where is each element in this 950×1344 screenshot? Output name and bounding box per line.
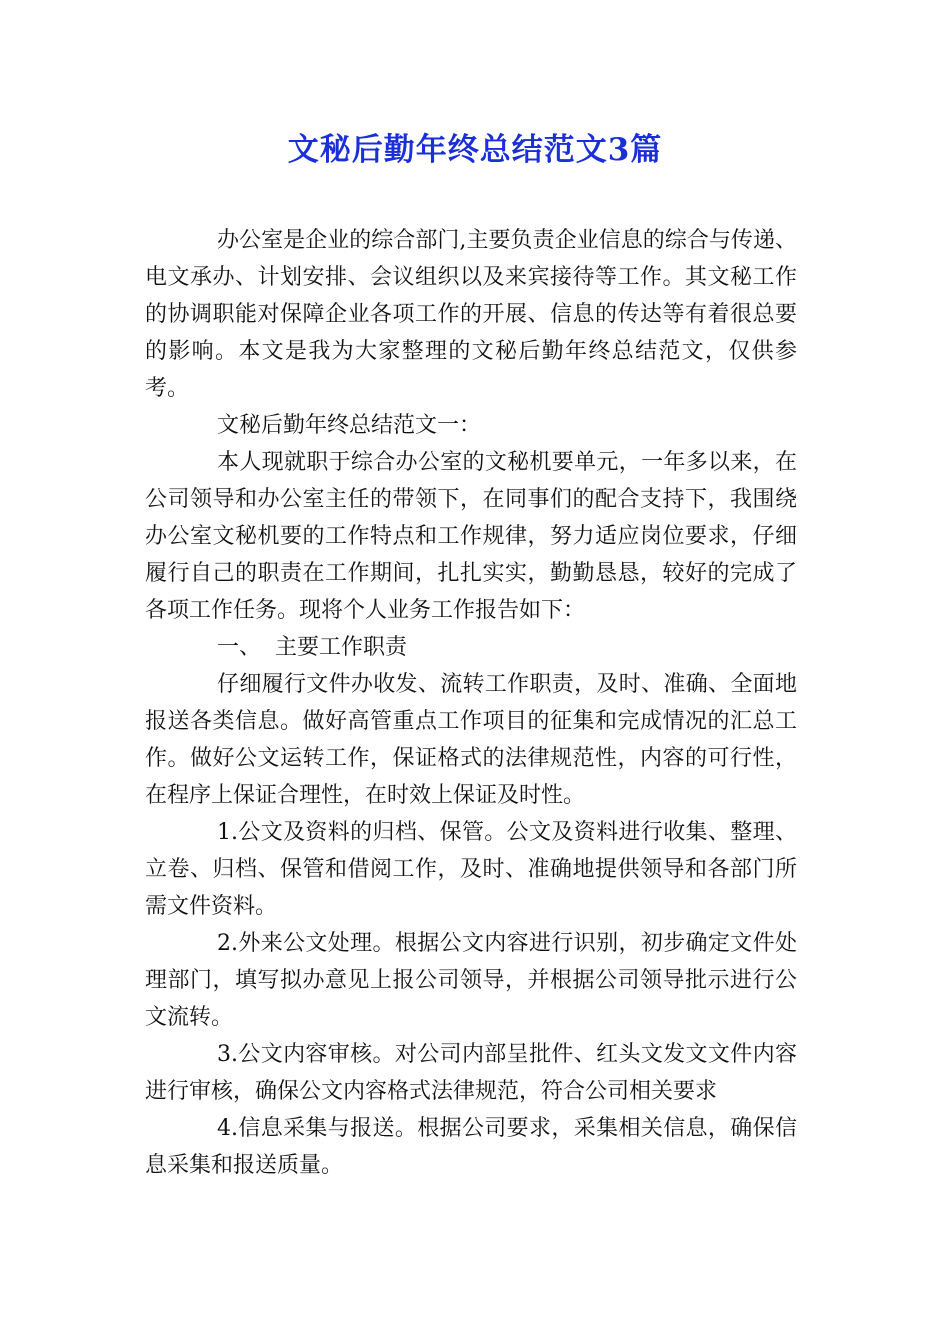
section-heading-text: 主要工作职责 (275, 635, 408, 660)
duty-item-2: 2.外来公文处理。根据公文内容进行识别，初步确定文件处理部门，填写拟办意见上报公司领导，并根据公司领导批示进行公文流转。 (145, 931, 797, 1030)
document-body (145, 222, 797, 1184)
subtitle-paragraph: 文秘后勤年终总结范文一： (217, 413, 482, 438)
duty-item-3: 3.公文内容审核。对公司内部呈批件、红头文发文文件内容进行审核，确保公文内容格式法律规范，符合公司相关要求 (145, 1042, 797, 1104)
opening-paragraph: 本人现就职于综合办公室的文秘机要单元，一年多以来，在公司领导和办公室主任的带领下，在同事们的配合支持下，我围绕办公室文秘机要的工作特点和工作规律，努力适应岗位要求，仔细履行自己的职责在工作期间，扎扎实实，勤勤恳恳，较好的完成了各项工作任务。现将个人业务工作报告如下： (145, 450, 797, 623)
duty-item-4: 4.信息采集与报送。根据公司要求，采集相关信息，确保信息采集和报送质量。 (145, 1116, 797, 1178)
section-heading (145, 629, 797, 666)
intro-paragraph: 办公室是企业的综合部门,主要负责企业信息的综合与传递、电文承办、计划安排、会议组织以及来宾接待等工作。其文秘工作的协调职能对保障企业各项工作的开展、信息的传达等有着很总要的影响。本文是我为大家整理的文秘后勤年终总结范文，仅供参考。 (145, 228, 797, 401)
document-title: 文秘后勤年终总结范文3篇 (287, 132, 663, 168)
duty-item-1: 1.公文及资料的归档、保管。公文及资料进行收集、整理、立卷、归档、保管和借阅工作，及时、准确地提供领导和各部门所需文件资料。 (145, 820, 797, 919)
section-heading-number: 一、 (217, 635, 262, 660)
duties-paragraph: 仔细履行文件办收发、流转工作职责，及时、准确、全面地报送各类信息。做好高管重点工作项目的征集和完成情况的汇总工作。做好公文运转工作，保证格式的法律规范性，内容的可行性，在程序上保证合理性，在时效上保证及时性。 (145, 672, 797, 808)
